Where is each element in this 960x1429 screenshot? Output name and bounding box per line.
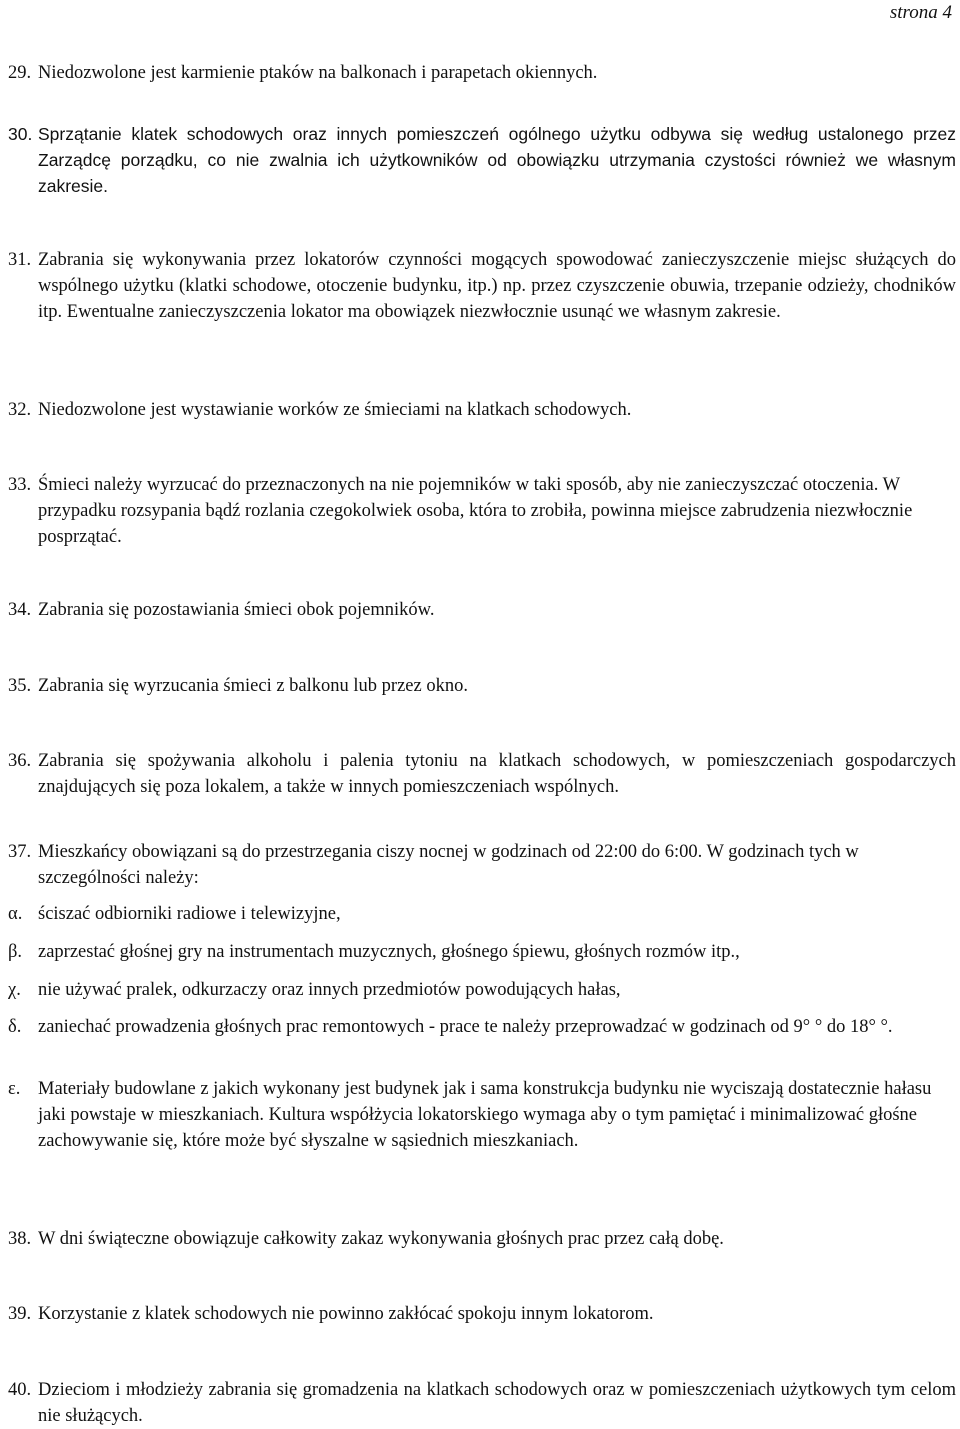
rule-33	[8, 472, 956, 550]
rule-number: α.	[8, 904, 23, 924]
rule-number: 32.	[8, 400, 32, 420]
rule-number: 37.	[8, 842, 32, 862]
rule-text: Mieszkańcy obowiązani są do przestrzegania ciszy nocnej w godzinach od 22:00 do 6:00. W godzinach tych w szczególności należy:	[38, 842, 859, 888]
rule-text: Śmieci należy wyrzucać do przeznaczonych na nie pojemników w taki sposób, aby nie zanieczyszczać otoczenia. W przypadku rozsypania bądź rozlania czegokolwiek osoba, która to zrobiła, powinna miejsce zabrudzenia niezwłocznie posprzątać.	[38, 475, 913, 547]
rule-number: β.	[8, 942, 23, 962]
rule-38	[8, 1226, 956, 1252]
rule-number: 35.	[8, 676, 32, 696]
rule-text: nie używać pralek, odkurzaczy oraz innych przedmiotów powodujących hałas,	[38, 980, 621, 1000]
rule-text: Niedozwolone jest wystawianie worków ze śmieciami na klatkach schodowych.	[38, 400, 632, 420]
rule-text: Dzieciom i młodzieży zabrania się gromadzenia na klatkach schodowych oraz w pomieszczeniach użytkowych tym celom nie służących.	[38, 1380, 956, 1426]
rule-text: Zabrania się wyrzucania śmieci z balkonu lub przez okno.	[38, 676, 468, 696]
rule-37-beta	[8, 939, 956, 965]
rule-text: Sprzątanie klatek schodowych oraz innych pomieszczeń ogólnego użytku odbywa się według ustalonego przez Zarządcę porządku, co nie zwalnia ich użytkowników od obowiązku utrzymania czystości również we własnym zakresie.	[38, 124, 956, 196]
rule-text: W dni świąteczne obowiązuje całkowity zakaz wykonywania głośnych prac przez całą dobę.	[38, 1229, 724, 1249]
rule-number: 40.	[8, 1380, 32, 1400]
rule-number: δ.	[8, 1017, 22, 1037]
rule-text: Zabrania się spożywania alkoholu i palenia tytoniu na klatkach schodowych, w pomieszczeniach gospodarczych znajdujących się poza lokalem, a także w innych pomieszczeniach wspólnych.	[38, 751, 956, 797]
rule-31	[8, 247, 956, 325]
rule-text: Zabrania się pozostawiania śmieci obok pojemników.	[38, 600, 435, 620]
rule-37-alpha	[8, 901, 956, 927]
rule-number: 30.	[8, 124, 33, 144]
rule-number: 38.	[8, 1229, 32, 1249]
rule-32	[8, 397, 956, 423]
rule-text: Zabrania się wykonywania przez lokatorów czynności mogących spowodować zanieczyszczenie miejsc służących do wspólnego użytku (klatki schodowe, otoczenie budynku, itp.) np. przez czyszczenie obuwia, trzepanie odzieży, chodników itp. Ewentualne zanieczyszczenia lokator ma obowiązek niezwłocznie usunąć we własnym zakresie.	[38, 250, 956, 322]
rule-number: 39.	[8, 1304, 32, 1324]
rule-number: 31.	[8, 250, 32, 270]
rule-number: 36.	[8, 751, 32, 771]
rule-37-chi	[8, 977, 956, 1003]
rule-30	[8, 121, 956, 199]
rule-number: ε.	[8, 1079, 21, 1099]
rule-text: Niedozwolone jest karmienie ptaków na balkonach i parapetach okiennych.	[38, 63, 598, 83]
rule-text: Materiały budowlane z jakich wykonany jest budynek jak i sama konstrukcja budynku nie wyciszają dostatecznie hałasu jaki powstaje w mieszkaniach. Kultura współżycia lokatorskiego wymaga aby o tym pamiętać i minimalizować głośne zachowywanie się, które może być słyszalne w sąsiednich mieszkaniach.	[38, 1079, 932, 1151]
rule-text: zaprzestać głośnej gry na instrumentach muzycznych, głośnego śpiewu, głośnych rozmów itp.,	[38, 942, 740, 962]
rule-number: χ.	[8, 980, 21, 1000]
rule-number: 34.	[8, 600, 32, 620]
rule-number: 33.	[8, 475, 32, 495]
rule-text: Korzystanie z klatek schodowych nie powinno zakłócać spokoju innym lokatorom.	[38, 1304, 654, 1324]
rule-39	[8, 1301, 956, 1327]
rule-34	[8, 597, 956, 623]
rule-text: zaniechać prowadzenia głośnych prac remontowych - prace te należy przeprowadzać w godzinach od 9° ° do 18° °.	[38, 1017, 893, 1037]
rule-35	[8, 673, 956, 699]
page-number: strona 4	[889, 2, 952, 23]
rule-29	[8, 60, 956, 86]
rule-text: ściszać odbiorniki radiowe i telewizyjne,	[38, 904, 341, 924]
rule-40	[8, 1377, 956, 1429]
rule-37-delta	[8, 1014, 956, 1040]
rule-37-epsilon	[8, 1076, 956, 1154]
rule-number: 29.	[8, 63, 32, 83]
rule-36	[8, 748, 956, 800]
rule-37	[8, 839, 956, 891]
